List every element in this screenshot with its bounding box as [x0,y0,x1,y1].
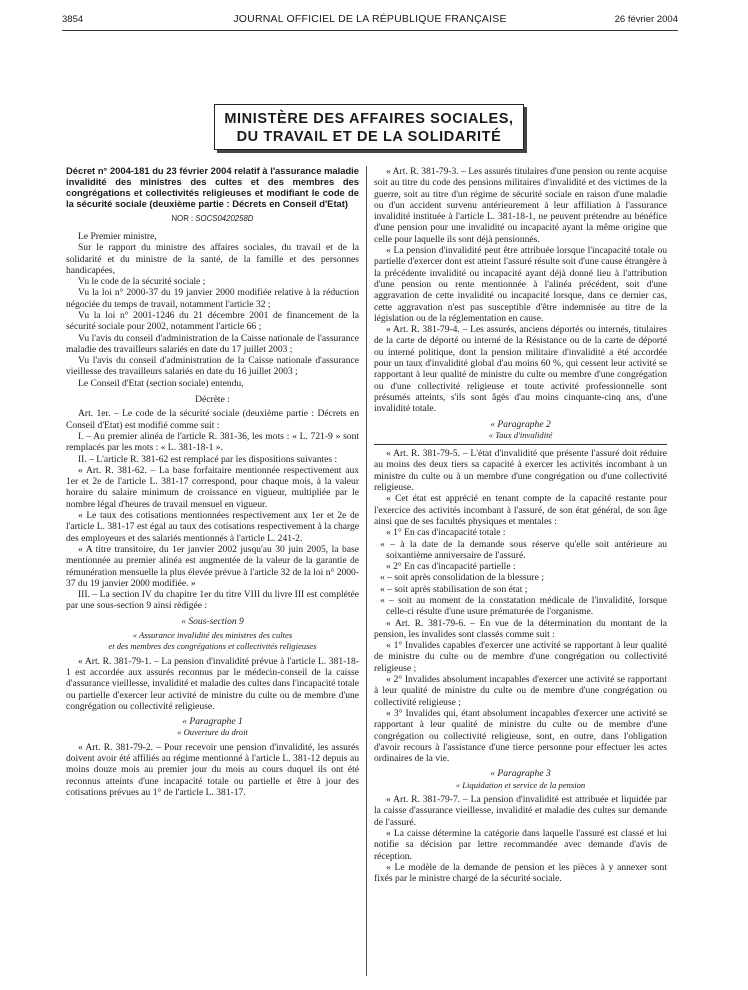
paragraph: Sur le rapport du ministre des affaires sociales, du travail et de la solidarité et du ministre de la santé, de la famille et des personnes handicapées, [66,242,359,276]
paragraph: « 1° En cas d'incapacité totale : [386,527,506,539]
nor-reference [66,213,359,224]
paragraph-subtitle: « Taux d'invalidité [488,429,553,440]
paragraph: « Cet état est apprécié en tenant compte de la capacité restante pour l'exercice des activités incombant à l'assuré, de son état général, de son âge ainsi que de ses facultés physiques et mentales : [374,493,667,527]
issue-date: 26 février 2004 [614,14,678,25]
paragraph: « Art. R. 381-62. – La base forfaitaire mentionnée respectivement aux 1er et 2e de l'article L. 381-17 correspond, pour chaque mois, à la valeur horaire du salaire minimum de croissance en vigueur, multipliée par le nombre légal d'heures de travail mensuel en vigueur. [66,464,359,510]
paragraph-subtitle: « Ouverture du droit [177,727,248,738]
nor-label: NOR : [171,213,196,223]
page-header [62,12,678,28]
nor-code: SOCS0420258D [195,213,254,223]
list-item: « – soit après consolidation de la blessure ; [380,572,544,584]
paragraph: Vu la loi n° 2000-37 du 19 janvier 2000 modifiée relative à la réduction négociée du temps de travail, notamment l'article 32 ; [66,287,359,310]
ministry-line-1: MINISTÈRE DES AFFAIRES SOCIALES, [224,111,514,127]
decree-title: Décret n° 2004-181 du 23 février 2004 relatif à l'assurance maladie invalidité des ministres des cultes et des membres des congrégations et collectivités religieuses et modifiant le code de la sécurité sociale (deuxième partie : Décrets en Conseil d'Etat) [66,165,359,209]
left-column [66,166,359,798]
paragraph-heading: « Paragraphe 2 [490,418,551,430]
paragraph: « 3° Invalides qui, étant absolument incapables d'exercer une activité se rapportant à leur qualité de ministre du culte ou de membre d'une congrégation ou collectivité religieuse, sont, en outre, dans l'obligation d'avoir recours à l'assistance d'une tierce personne pour effectuer les actes ordinaires de la vie. [374,707,667,765]
paragraph: « Art. R. 381-79-7. – La pension d'invalidité est attribuée et liquidée par la caisse d'assurance vieillesse, invalidité et maladie des cultes sur demande de l'assuré. [374,794,667,828]
paragraph: Vu le code de la sécurité sociale ; [78,276,206,288]
subsection-subtitle: et des membres des congrégations et collectivités religieuses [108,641,317,652]
paragraph: III. – La section IV du chapitre 1er du titre VIII du livre III est complétée par une sous-section 9 ainsi rédigée : [66,589,359,612]
journal-title: JOURNAL OFFICIEL DE LA RÉPUBLIQUE FRANÇAISE [233,13,507,25]
paragraph: « 2° En cas d'incapacité partielle : [386,561,516,573]
ministry-box [214,104,524,150]
paragraph: « 1° Invalides capables d'exercer une activité se rapportant à leur qualité de ministre du culte ou de membre d'une congrégation ou collectivité religieuse ; [374,640,667,674]
paragraph-heading: « Paragraphe 3 [490,768,551,780]
paragraph: « Le modèle de la demande de pension et les pièces à y annexer sont fixés par le ministre chargé de la sécurité sociale. [374,861,667,885]
paragraph: Le Premier ministre, [78,230,157,242]
list-item: « – soit après stabilisation de son état ; [380,583,528,595]
paragraph: « A titre transitoire, du 1er janvier 2002 jusqu'au 30 juin 2005, la base mentionnée au premier alinéa est augmentée de la valeur de la garantie de rémunération mensuelle la plus élevée prévue à l'article 32 de la loi n° 2000-37 du 19 janvier 2000 modifiée. » [66,543,359,589]
paragraph-heading: « Paragraphe 1 [182,716,243,728]
paragraph: « Art. R. 381-79-3. – Les assurés titulaires d'une pension ou rente acquise soit au titre du code des pensions militaires d'invalidité et des victimes de la guerre, soit au titre d'un régime de sécurité sociale en raison d'une maladie ou d'un accident survenu antérieurement à leur affiliation à l'assurance invalidité instituée à l'article L. 381-18-1, ne peuvent prétendre au bénéfice d'une pension pour une invalidité ou incapacité ayant la même origine que celle pour laquelle ils sont déjà pensionnés. [374,166,667,245]
paragraph: « Art. R. 381-79-1. – La pension d'invalidité prévue à l'article L. 381-18-1 est accordée aux assurés reconnus par le médecin-conseil de la caisse d'assurance vieillesse, invalidité et maladie des cultes dans l'incapacité totale ou partielle d'exercer leur activité de ministre du culte ou de membre d'une congrégation ou collectivité religieuse. [66,655,359,712]
paragraph: « La caisse détermine la catégorie dans laquelle l'assuré est classé et lui notifie sa décision par lettre recommandée avec demande d'avis de réception. [374,827,667,862]
column-divider [366,166,367,976]
paragraph: « Le taux des cotisations mentionnées respectivement aux 1er et 2e de l'article L. 381-17 est égal au taux des cotisations respectivement à la charge des employeurs et des salariés mentionnés à l'article L. 241-2. [66,510,359,544]
right-column [374,166,667,884]
paragraph: Art. 1er. – Le code de la sécurité sociale (deuxième partie : Décrets en Conseil d'Etat) est modifié comme suit : [66,408,359,431]
paragraph: « La pension d'invalidité peut être attribuée lorsque l'incapacité totale ou partielle d'exercer dont est atteint l'assuré résulte soit d'une cause étrangère à la précédente invalidité ou incapacité ayant déjà donné lieu à l'attribution d'une pension ou rente mentionnée à l'alinéa précédent, soit d'une aggravation de cette invalidité ou incapacité lorsque, dans ce dernier cas, cette aggravation n'est pas susceptible d'être indemnisée au titre de la législation ou de la réglementation en cause. [374,245,667,324]
paragraph: « Art. R. 381-79-6. – En vue de la détermination du montant de la pension, les invalides sont classés comme suit : [374,617,667,640]
decrete-heading: Décrète : [195,394,230,406]
list-item: « – soit au moment de la constatation médicale de l'invalidité, lorsque celle-ci résulte d'une usure prématurée de l'organisme. [380,594,667,618]
paragraph-subtitle: « Liquidation et service de la pension [455,779,586,790]
ministry-line-2: DU TRAVAIL ET DE LA SOLIDARITÉ [236,129,502,145]
subsection-subtitle: « Assurance invalidité des ministres des cultes [132,630,293,641]
list-item: « – à la date de la demande sous réserve qu'elle soit antérieure au soixantième anniversaire de l'assuré. [380,538,667,561]
paragraph: I. – Au premier alinéa de l'article R. 381-36, les mots : « L. 721-9 » sont remplacés par les mots : « L. 381-18-1 ». [66,430,359,454]
paragraph: Vu la loi n° 2001-1246 du 21 décembre 2001 de financement de la sécurité sociale pour 2002, notamment l'article 66 ; [66,310,359,333]
paragraph: Le Conseil d'Etat (section sociale) entendu, [78,377,244,389]
paragraph: « 2° Invalides absolument incapables d'exercer une activité se rapportant à leur qualité de ministre du culte ou de membre d'une congrégation ou collectivité religieuse ; [374,674,667,708]
subsection-heading: « Sous-section 9 [181,615,244,627]
paragraph: Vu l'avis du conseil d'administration de la Caisse nationale de l'assurance maladie des travailleurs salariés en date du 17 juillet 2003 ; [66,332,359,355]
page-number: 3854 [62,14,84,25]
paragraph: Vu l'avis du conseil d'administration de la Caisse nationale d'assurance vieillesse des travailleurs salariés en date du 16 juillet 2003 ; [66,355,359,378]
paragraph: « Art. R. 381-79-4. – Les assurés, anciens déportés ou internés, titulaires de la carte de déporté ou interné de la Résistance ou de la carte de déporté ou interné politique, dont la pension militaire d'invalidité a été accordée pour un taux d'invalidité global d'au moins 60 %, qui cessent leur activité se rapportant à leur qualité de ministre du culte ou membre d'une congrégation ou d'une collectivité religieuse et toute activité professionnelle sont présumés atteints, s'ils sont âgés d'au moins cinquante-cinq ans, d'une invalidité totale. [374,324,667,415]
section-rule [374,444,667,445]
paragraph: II. – L'article R. 381-62 est remplacé par les dispositions suivantes : [78,453,338,465]
header-rule [62,30,678,31]
paragraph: « Art. R. 381-79-5. – L'état d'invalidité que présente l'assuré doit réduire au moins des deux tiers sa capacité à exercer les activités incombant à un ministre du culte ou à un membre d'une congrégation ou d'une collectivité religieuse. [374,448,667,494]
paragraph: « Art. R. 381-79-2. – Pour recevoir une pension d'invalidité, les assurés doivent avoir été affiliés au régime mentionné à l'article L. 381-12 depuis au moins douze mois au premier jour du mois au cours duquel ils ont été reconnus atteints d'une incapacité totale ou partielle et être à jour des cotisations prévues au 1° de l'article L. 381-17. [66,741,359,798]
